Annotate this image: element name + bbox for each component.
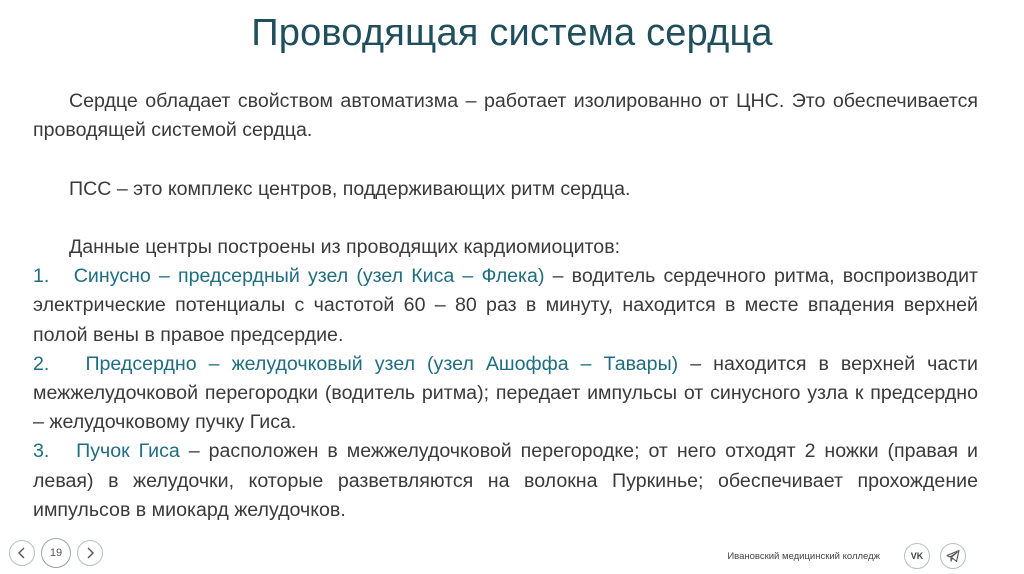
page-number: 19 (41, 538, 71, 568)
college-name: Ивановский медицинский колледж (727, 550, 880, 562)
list-item-highlight: Синусно – предсердный узел (узел Киса – Флека) (73, 265, 545, 288)
chevron-right-icon (85, 547, 95, 559)
paragraph-automatism: Сердце обладает свойством автоматизма – работает изолированно от ЦНС. Это обеспечивается проводящей системой сердца. (33, 90, 978, 142)
list-item-text: – находится в верхней части межжелудочковой перегородки (водитель ритма); передает импульсы от синусного узла к предсердно – желудочковому пучку Гиса. (33, 352, 978, 434)
slide-navigation (9, 538, 103, 568)
list-marker: 3. (33, 440, 50, 463)
slide-title: Проводящая система сердца (251, 12, 773, 54)
list-item-highlight: Пучок Гиса (76, 440, 180, 463)
vk-share-button[interactable]: VK (904, 543, 930, 569)
spacer (33, 145, 978, 174)
chevron-left-icon (17, 547, 27, 559)
list-item-highlight: Предсердно – желудочковый узел (узел Ашоффа – Тавары) (85, 352, 679, 375)
list-marker: 1. (33, 265, 50, 288)
paragraph-centers: Данные центры построены из проводящих кардиомиоцитов: (69, 235, 621, 258)
telegram-share-button[interactable] (940, 543, 966, 569)
next-slide-button[interactable] (77, 540, 103, 566)
list-item-text: – расположен в межжелудочковой перегородке; от него отходят 2 ножки (правая и левая) в желудочки, которые разветвляются на волокна Пуркинье; обеспечивает прохождение импульсов в миокард желудочков. (33, 440, 978, 521)
list-item-text: – водитель сердечного ритма, воспроизводит электрические потенциалы с частотой 60 – 80 раз в минуту, находится в месте впадения верхней полой вены в правое предсердие. (33, 265, 978, 346)
paragraph-pss: ПСС – это комплекс центров, поддерживающих ритм сердца. (69, 177, 631, 200)
spacer (33, 204, 978, 233)
list-item-atrioventricular (33, 350, 978, 438)
footer-right (727, 543, 966, 569)
list-item-sinoatrial (33, 262, 978, 350)
list-item-his-bundle (33, 437, 978, 525)
slide-content (33, 87, 978, 525)
list-marker: 2. (33, 352, 50, 375)
prev-slide-button[interactable] (9, 540, 35, 566)
paper-plane-icon (946, 549, 960, 563)
